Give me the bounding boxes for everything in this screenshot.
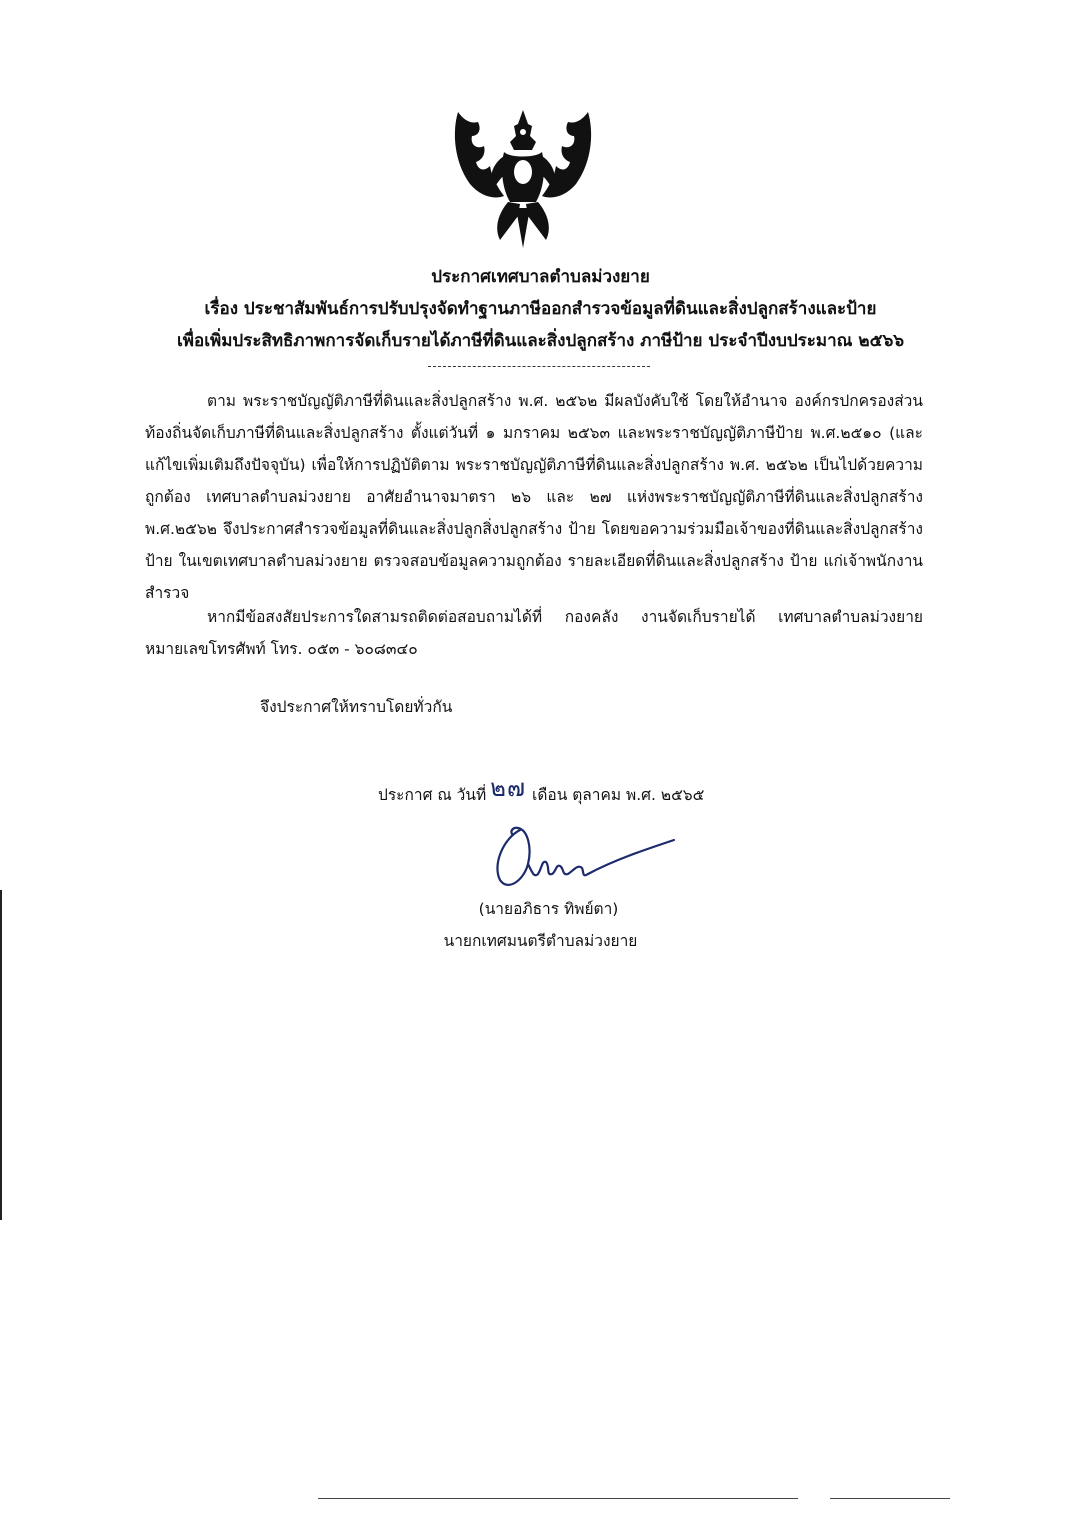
- scan-edge-line: [318, 1498, 798, 1499]
- body-paragraph-1: ตาม พระราชบัญญัติภาษีที่ดินและสิ่งปลูกสร้าง พ.ศ. ๒๕๖๒ มีผลบังคับใช้ โดยให้อำนาจ องค์กรปกครองส่วนท้องถิ่นจัดเก็บภาษีที่ดินและสิ่งปลูกสร้าง ตั้งแต่วันที่ ๑ มกราคม ๒๕๖๓ และพระราชบัญญัติภาษีป้าย พ.ศ.๒๕๑๐ (และแก้ไขเพิ่มเติมถึงปัจจุบัน) เพื่อให้การปฏิบัติตาม พระราชบัญญัติภาษีที่ดินและสิ่งปลูกสร้าง พ.ศ. ๒๕๖๒ เป็นไปด้วยความถูกต้อง เทศบาลตำบลม่วงยาย อาศัยอำนาจมาตรา ๒๖ และ ๒๗ แห่งพระราชบัญญัติภาษีที่ดินและสิ่งปลูกสร้าง พ.ศ.๒๕๖๒ จึงประกาศสำรวจข้อมูลที่ดินและสิ่งปลูกสิ่งปลูกสร้าง ป้าย โดยขอความร่วมมือเจ้าของที่ดินและสิ่งปลูกสร้าง ป้าย ในเขตเทศบาลตำบลม่วงยาย ตรวจสอบข้อมูลความถูกต้อง รายละเอียดที่ดินและสิ่งปลูกสร้าง ป้าย แก่เจ้าพนักงานสำรวจ: [145, 392, 923, 602]
- announcement-date: [378, 772, 704, 811]
- date-prefix: ประกาศ ณ วันที่: [378, 786, 487, 804]
- signatory-name: (นายอภิธาร ทิพย์ตา): [478, 900, 619, 918]
- scan-edge-line: [830, 1498, 950, 1499]
- body-paragraph-2: หากมีข้อสงสัยประการใดสามรถติดต่อสอบถามได้ที่ กองคลัง งานจัดเก็บรายได้ เทศบาลตำบลม่วงยาย หมายเลขโทรศัพท์ โทร. ๐๕๓ - ๖๐๘๓๔๐: [145, 608, 923, 658]
- announcement-title: ประกาศเทศบาลตำบลม่วงยาย: [431, 267, 650, 287]
- subject-line-1: เรื่อง ประชาสัมพันธ์การปรับปรุงจัดทำฐานภาษีออกสำรวจข้อมูลที่ดินและสิ่งปลูกสร้างและป้าย: [204, 299, 877, 319]
- signatory-position: นายกเทศมนตรีตำบลม่วงยาย: [443, 932, 638, 950]
- garuda-emblem-icon: [448, 92, 598, 250]
- title-divider: [428, 366, 650, 367]
- subject-line-2: เพื่อเพิ่มประสิทธิภาพการจัดเก็บรายได้ภาษีที่ดินและสิ่งปลูกสร้าง ภาษีป้าย ประจำปีงบประมาณ ๒๕๖๖: [176, 331, 905, 351]
- date-suffix: เดือน ตุลาคม พ.ศ. ๒๕๖๕: [532, 786, 705, 804]
- closing-statement: จึงประกาศให้ทราบโดยทั่วกัน: [260, 698, 453, 716]
- handwritten-day: ๒๗: [490, 774, 527, 802]
- handwritten-signature: [484, 820, 684, 894]
- scan-edge-mark: [0, 890, 2, 1220]
